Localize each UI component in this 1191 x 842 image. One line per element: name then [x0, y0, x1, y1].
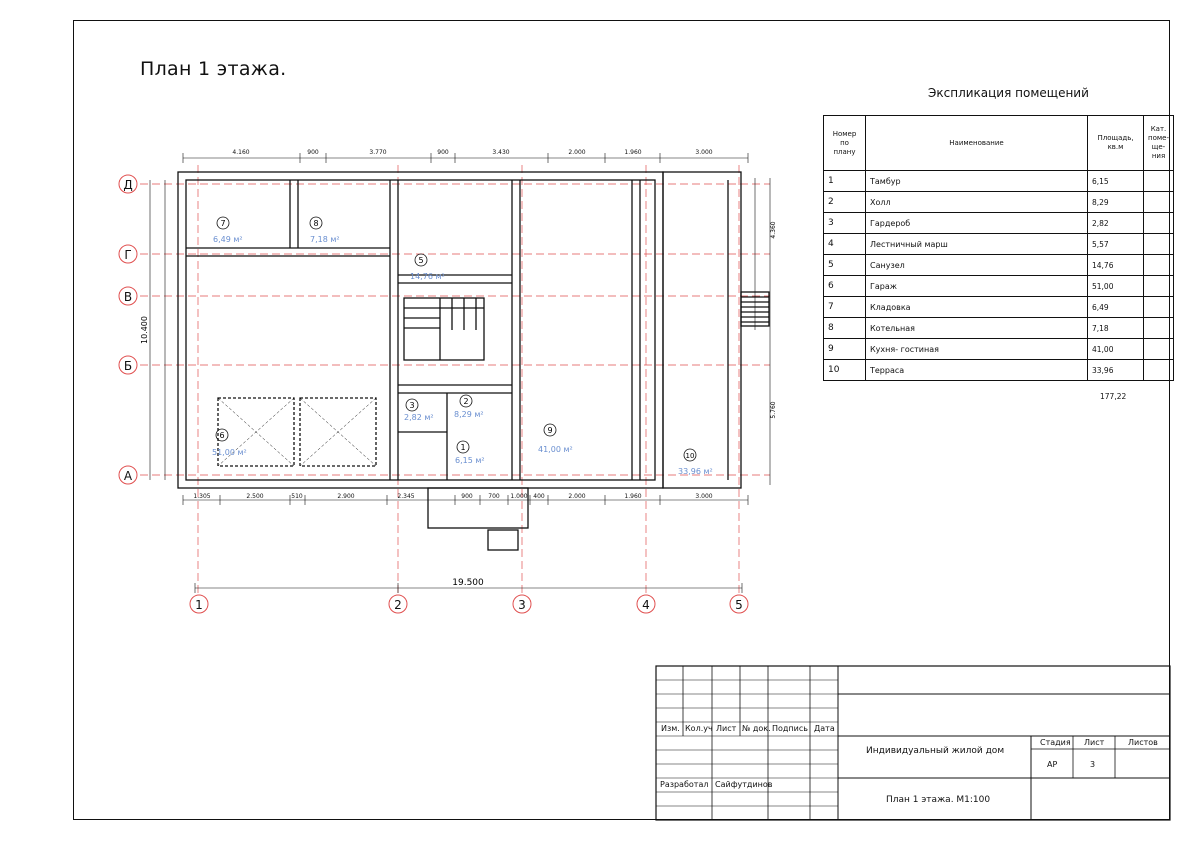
- svg-text:6: 6: [219, 431, 225, 440]
- svg-text:3: 3: [409, 401, 415, 410]
- svg-text:8,29 м²: 8,29 м²: [454, 410, 484, 419]
- right-height: 5.760: [770, 401, 777, 419]
- plan-title: План 1 этажа.: [140, 58, 287, 80]
- svg-text:700: 700: [488, 493, 500, 500]
- svg-text:6,15 м²: 6,15 м²: [455, 456, 485, 465]
- overall-width: 19.500: [452, 578, 484, 588]
- table-row: 6 Гараж 51,00: [824, 276, 1174, 297]
- svg-text:10: 10: [685, 452, 695, 460]
- svg-text:8: 8: [313, 219, 319, 228]
- svg-text:1.960: 1.960: [624, 149, 642, 156]
- table-row: 8 Котельная 7,18: [824, 318, 1174, 339]
- table-row: 4 Лестничный марш 5,57: [824, 234, 1174, 255]
- table-row: 7 Кладовка 6,49: [824, 297, 1174, 318]
- col-list: Лист: [716, 724, 737, 733]
- svg-text:6,49 м²: 6,49 м²: [213, 235, 243, 244]
- overall-height: 10.400: [140, 316, 149, 344]
- svg-text:1.960: 1.960: [624, 493, 642, 500]
- axis-label-b: Б: [123, 359, 133, 373]
- explication-title: Экспликация помещений: [928, 86, 1089, 100]
- table-row: 10 Терраса 33,96: [824, 360, 1174, 381]
- svg-text:3.000: 3.000: [695, 149, 713, 156]
- explication-total: 177,22: [1100, 392, 1127, 401]
- svg-text:3.430: 3.430: [492, 149, 510, 156]
- svg-text:7,18 м²: 7,18 м²: [310, 235, 340, 244]
- axis-label-g: Г: [124, 248, 132, 262]
- sheet-value: 3: [1090, 760, 1096, 769]
- svg-text:900: 900: [461, 493, 473, 500]
- svg-text:900: 900: [437, 149, 449, 156]
- axis-label-1: 1: [195, 598, 203, 612]
- svg-text:51,00 м²: 51,00 м²: [212, 448, 247, 457]
- svg-text:2: 2: [463, 397, 469, 406]
- developed-label: Разработал: [660, 780, 709, 789]
- table-row: 1 Тамбур 6,15: [824, 171, 1174, 192]
- table-row: 2 Холл 8,29: [824, 192, 1174, 213]
- svg-text:2.000: 2.000: [568, 149, 586, 156]
- header-name: Наименование: [866, 116, 1088, 171]
- axis-label-4: 4: [642, 598, 650, 612]
- col-sign: Подпись: [772, 724, 808, 733]
- axis-label-v: В: [123, 290, 133, 304]
- col-kol-uch: Кол.уч: [685, 724, 713, 733]
- svg-text:5: 5: [418, 256, 424, 265]
- developer-name: Сайфутдинов: [715, 780, 773, 789]
- right-top-height: 4.360: [770, 221, 777, 239]
- axis-label-a: А: [123, 469, 133, 483]
- table-row: 3 Гардероб 2,82: [824, 213, 1174, 234]
- sheet-title: План 1 этажа. М1:100: [886, 795, 991, 805]
- svg-text:7: 7: [220, 219, 226, 228]
- svg-text:2.000: 2.000: [568, 493, 586, 500]
- sheet-label: Лист: [1084, 738, 1105, 747]
- svg-text:510: 510: [291, 493, 303, 500]
- svg-text:1: 1: [460, 443, 466, 452]
- svg-text:2.900: 2.900: [337, 493, 355, 500]
- axis-label-3: 3: [518, 598, 526, 612]
- project-name: Индивидуальный жилой дом: [866, 746, 1005, 756]
- svg-text:3.000: 3.000: [695, 493, 713, 500]
- stage-label: Стадия: [1040, 738, 1071, 747]
- svg-text:2.500: 2.500: [246, 493, 264, 500]
- svg-text:1.305: 1.305: [193, 493, 211, 500]
- svg-text:14,76 м²: 14,76 м²: [410, 272, 445, 281]
- col-izm: Изм.: [661, 724, 680, 733]
- header-category: Кат. поме-ще-ния: [1144, 116, 1174, 171]
- svg-text:1.000: 1.000: [510, 493, 528, 500]
- svg-text:900: 900: [307, 149, 319, 156]
- sheets-label: Листов: [1128, 738, 1158, 747]
- svg-text:400: 400: [533, 493, 545, 500]
- svg-text:2,82 м²: 2,82 м²: [404, 413, 434, 422]
- svg-text:41,00 м²: 41,00 м²: [538, 445, 573, 454]
- header-area: Площадь, кв.м: [1088, 116, 1144, 171]
- header-number: Номер по плану: [824, 116, 866, 171]
- axis-label-5: 5: [735, 598, 743, 612]
- svg-text:9: 9: [547, 426, 553, 435]
- table-row: 9 Кухня- гостиная 41,00: [824, 339, 1174, 360]
- axis-label-2: 2: [394, 598, 402, 612]
- stage-value: АР: [1047, 760, 1058, 769]
- svg-text:3.770: 3.770: [369, 149, 387, 156]
- svg-text:4.160: 4.160: [232, 149, 250, 156]
- col-date: Дата: [814, 724, 835, 733]
- svg-text:33,96 м²: 33,96 м²: [678, 467, 713, 476]
- table-row: 5 Санузел 14,76: [824, 255, 1174, 276]
- svg-text:2.345: 2.345: [397, 493, 415, 500]
- axis-label-d: Д: [123, 178, 133, 192]
- col-doc: № док.: [742, 724, 771, 733]
